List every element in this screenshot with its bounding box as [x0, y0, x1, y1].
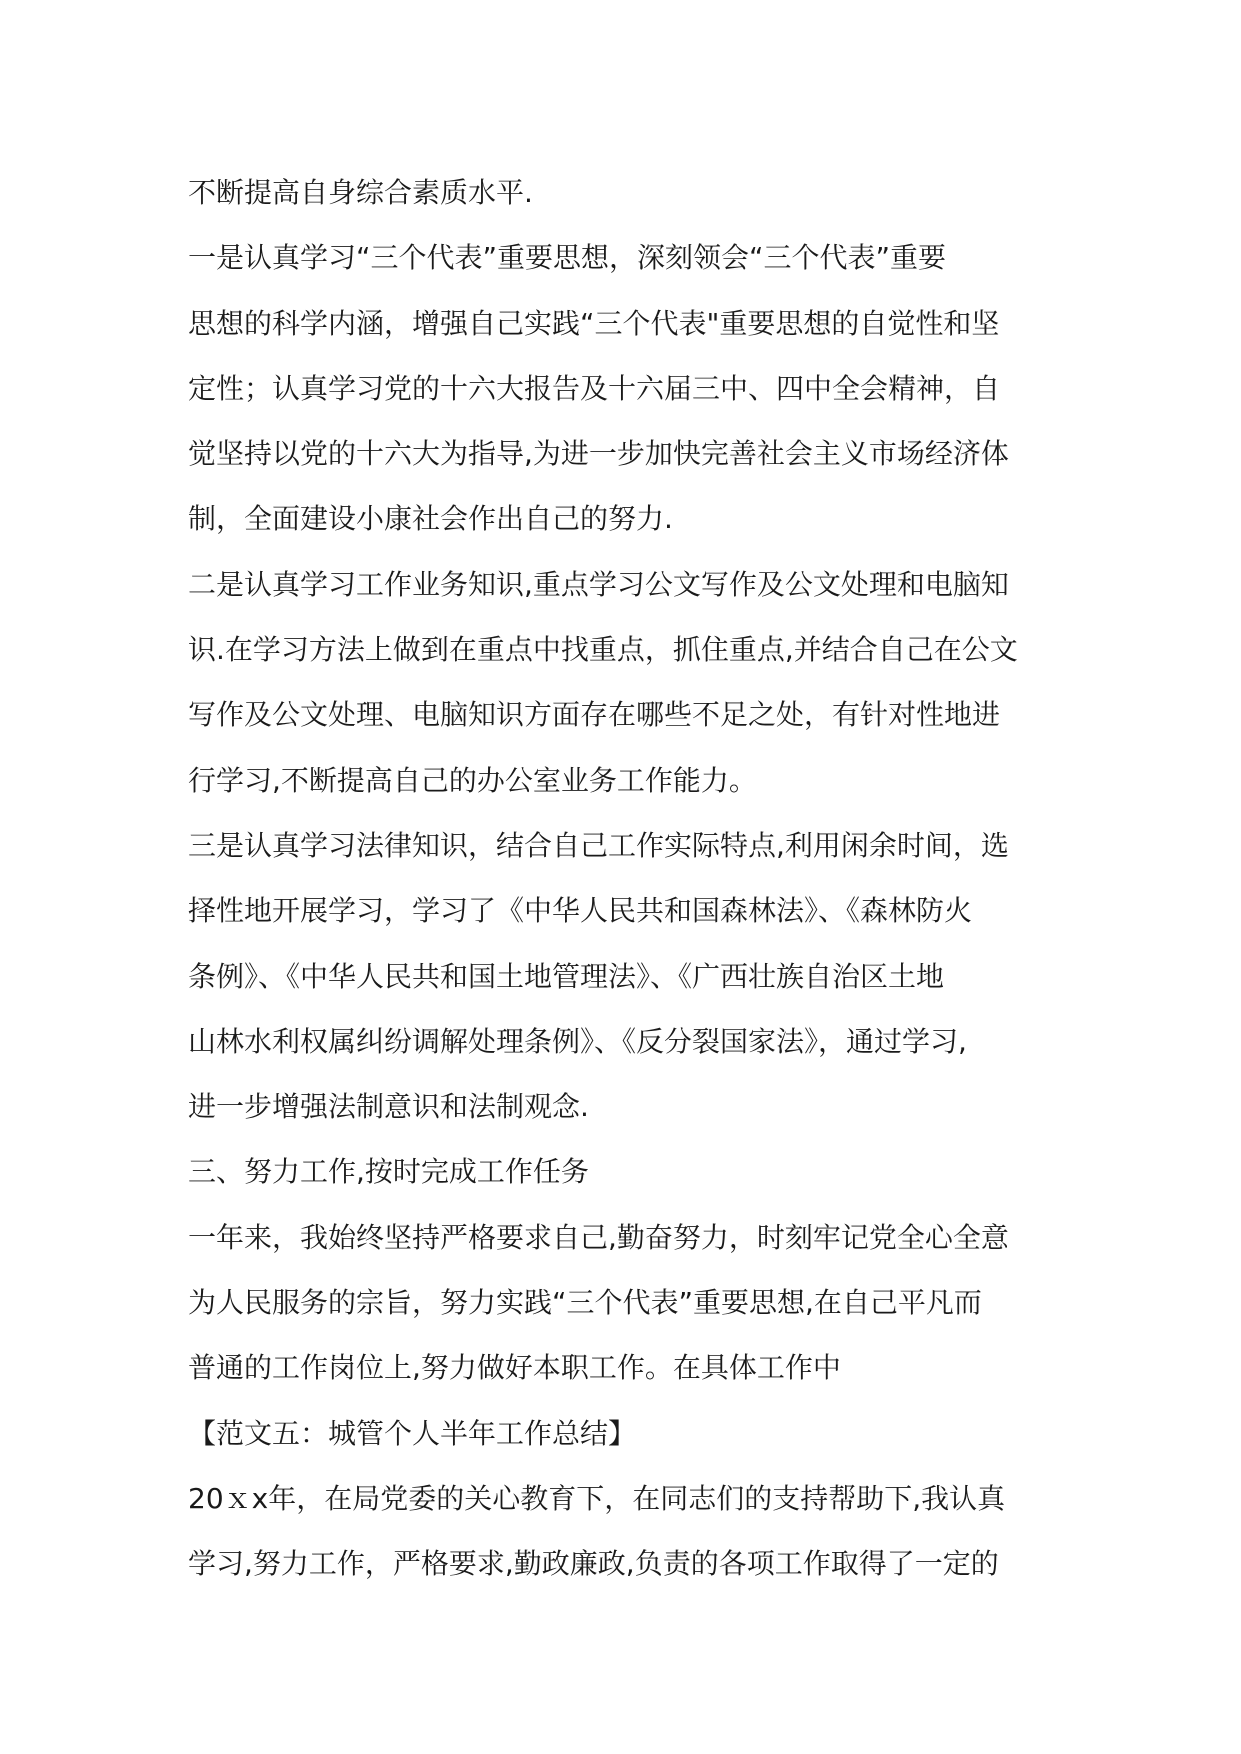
text-line: 山林水利权属纠纷调解处理条例》、《反分裂国家法》，通过学习, [188, 1024, 967, 1058]
text-line: 写作及公文处理、电脑知识方面存在哪些不足之处，有针对性地进 [188, 698, 1001, 732]
article-title: 【范文五：城管个人半年工作总结】 [188, 1416, 637, 1450]
text-line: 为人民服务的宗旨，努力实践“三个代表”重要思想,在自己平凡而 [188, 1286, 982, 1320]
text-line: 20ｘx年，在局党委的关心教育下，在同志们的支持帮助下,我认真 [188, 1481, 1006, 1515]
text-line: 觉坚持以党的十六大为指导,为进一步加快完善社会主义市场经济体 [188, 437, 1009, 471]
text-line: 择性地开展学习，学习了《中华人民共和国森林法》、《森林防火 [188, 894, 973, 928]
text-line: 不断提高自身综合素质水平. [188, 176, 533, 209]
text-line: 三是认真学习法律知识，结合自己工作实际特点,利用闲余时间，选 [188, 828, 1009, 862]
text-line: 思想的科学内涵，增强自己实践“三个代表"重要思想的自觉性和坚 [188, 306, 1000, 340]
text-line: 进一步增强法制意识和法制观念. [188, 1090, 589, 1124]
text-line: 定性；认真学习党的十六大报告及十六届三中、四中全会精神，自 [188, 371, 1001, 405]
text-line: 一年来，我始终坚持严格要求自己,勤奋努力，时刻牢记党全心全意 [188, 1220, 1009, 1254]
text-line: 普通的工作岗位上,努力做好本职工作。在具体工作中 [188, 1351, 841, 1385]
text-line: 行学习,不断提高自己的办公室业务工作能力。 [188, 763, 757, 797]
text-line: 条例》、《中华人民共和国土地管理法》、《广西壮族自治区土地 [188, 959, 945, 993]
text-line: 制，全面建设小康社会作出自己的努力. [188, 502, 673, 536]
section-heading: 三、努力工作,按时完成工作任务 [188, 1155, 589, 1189]
text-line: 二是认真学习工作业务知识,重点学习公文写作及公文处理和电脑知 [188, 567, 1009, 601]
text-line: 学习,努力工作，严格要求,勤政廉政,负责的各项工作取得了一定的 [188, 1547, 999, 1581]
document-body [188, 160, 1068, 1597]
text-line: 一是认真学习“三个代表”重要思想，深刻领会“三个代表”重要 [188, 241, 947, 275]
text-line: 识.在学习方法上做到在重点中找重点，抓住重点,并结合自己在公文 [188, 633, 1018, 667]
